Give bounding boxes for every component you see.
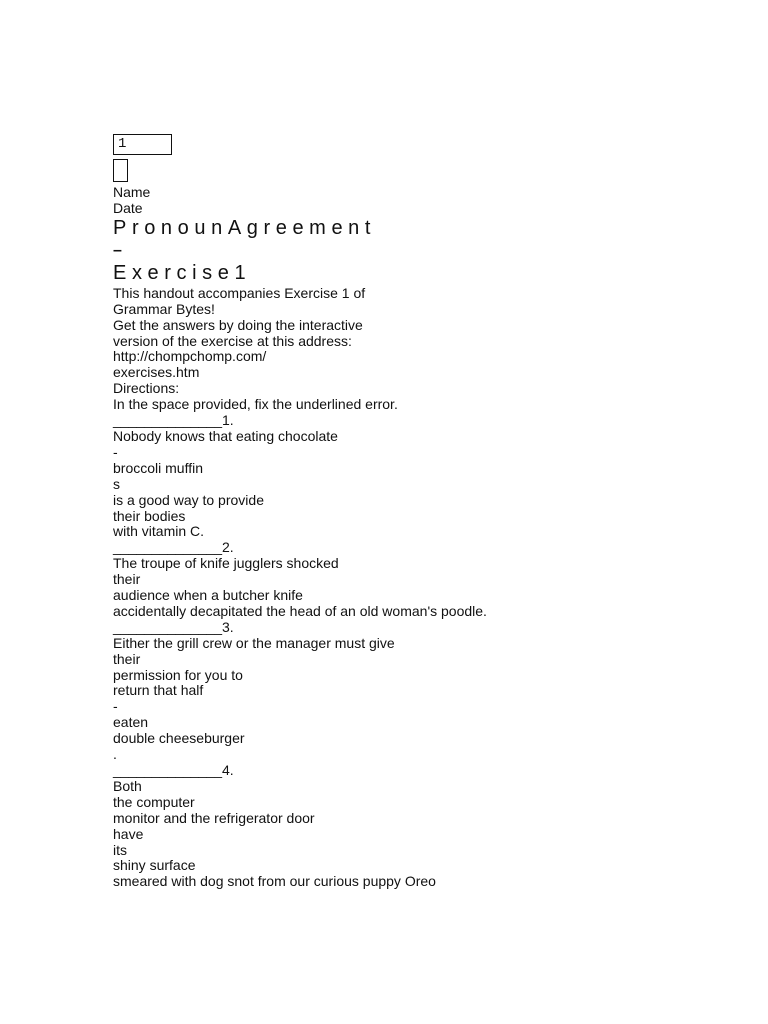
page-number-box — [113, 134, 172, 155]
empty-box — [113, 159, 128, 182]
handout-page — [113, 134, 713, 890]
item-line: double cheeseburger — [113, 730, 245, 747]
item-line: accidentally decapitated the head of an old woman's poodle. — [113, 602, 487, 619]
item-line: The troupe of knife jugglers shocked — [113, 555, 339, 572]
item-line: the computer — [113, 793, 195, 810]
name-label: Name — [113, 184, 151, 200]
answer-blank-1: ______________1. — [113, 412, 234, 429]
item-line: eaten — [113, 714, 149, 731]
answer-blank-4: ______________4. — [113, 762, 234, 778]
intro-line: Get the answers by doing the interactive — [113, 316, 363, 333]
item-line: s — [113, 475, 120, 492]
title-dash: – — [113, 241, 122, 259]
directions-text: In the space provided, fix the underlined error. — [113, 396, 398, 413]
item-line: audience when a butcher knife — [113, 587, 303, 604]
exercise-url: exercises.htm — [113, 364, 200, 381]
item-line: their — [113, 571, 141, 588]
item-line: smeared with dog snot from our curious puppy Oreo — [113, 873, 436, 890]
item-line: with vitamin C. — [113, 523, 205, 540]
answer-blank-2: ______________2. — [113, 539, 234, 556]
exercise-url: http://chompchomp.com/ — [113, 348, 267, 365]
item-line: - — [113, 698, 118, 715]
date-label: Date — [113, 199, 143, 216]
item-line: is a good way to provide — [113, 491, 264, 508]
directions-label: Directions: — [113, 380, 180, 397]
item-line: . — [113, 746, 117, 763]
item-line: return that half — [113, 682, 204, 699]
intro-line: version of the exercise at this address: — [113, 332, 352, 349]
intro-line: This handout accompanies Exercise 1 of — [113, 284, 366, 301]
item-line: its — [113, 841, 127, 858]
item-line: have — [113, 825, 144, 842]
intro-text — [113, 286, 713, 413]
item-line: Both — [113, 777, 142, 794]
item-line: Nobody knows that eating chocolate — [113, 427, 338, 444]
item-line: - — [113, 443, 118, 460]
item-line: shiny surface — [113, 857, 196, 874]
exercise-items — [113, 413, 713, 890]
exercise-title: Exercise1 — [113, 261, 252, 284]
item-line: monitor and the refrigerator door — [113, 809, 315, 826]
item-line: Either the grill crew or the manager must give — [113, 634, 395, 651]
item-line: broccoli muffin — [113, 459, 204, 476]
intro-line: Grammar Bytes! — [113, 300, 215, 317]
item-line: permission for you to — [113, 666, 243, 683]
item-line: their bodies — [113, 507, 186, 524]
page-number: 1 — [118, 136, 127, 152]
page-title: PronounAgreement — [113, 216, 377, 239]
item-line: their — [113, 650, 141, 667]
answer-blank-3: ______________3. — [113, 618, 234, 635]
